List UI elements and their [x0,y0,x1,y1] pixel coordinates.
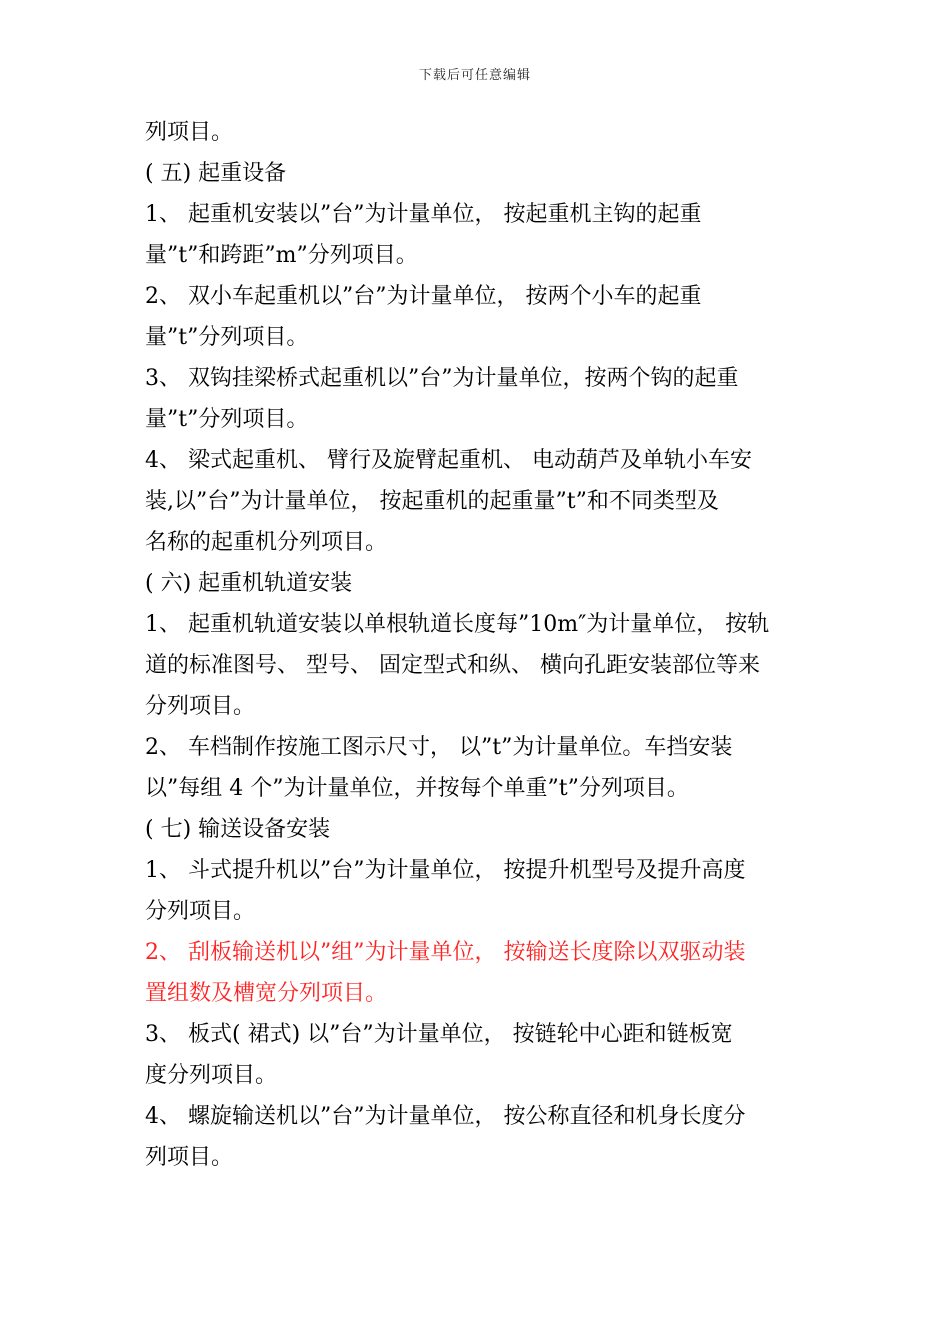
text-line: 1、 起重机轨道安装以单根轨道长度每”10m″为计量单位， 按轨 [145,612,770,637]
text-line: ( 六) 起重机轨道安装 [145,571,353,596]
text-line: 量”t”分列项目。 [145,325,309,350]
text-line: 1、 起重机安装以”台”为计量单位， 按起重机主钩的起重 [145,202,702,227]
text-line: 2、 刮板输送机以”组”为计量单位， 按输送长度除以双驱动装 [145,940,746,965]
text-line: 列项目。 [145,120,234,145]
text-line: 分列项目。 [145,899,256,924]
page-header-note: 下载后可任意编辑 [418,68,531,83]
text-line: ( 五) 起重设备 [145,161,287,186]
text-line: 2、 车档制作按施工图示尺寸， 以”t”为计量单位。车挡安装 [145,735,733,760]
text-line: ( 七) 输送设备安装 [145,817,331,842]
document-body [145,112,810,1178]
text-line: 列项目。 [145,1145,234,1170]
text-line: 4、 梁式起重机、 臂行及旋臂起重机、 电动葫芦及单轨小车安 [145,448,752,473]
text-line: 置组数及槽宽分列项目。 [145,981,388,1006]
text-line: 2、 双小车起重机以”台”为计量单位， 按两个小车的起重 [145,284,702,309]
text-line: 4、 螺旋输送机以”台”为计量单位， 按公称直径和机身长度分 [145,1104,746,1129]
text-line: 量”t”和跨距”m”分列项目。 [145,243,418,268]
text-line: 道的标准图号、 型号、 固定型式和纵、 横向孔距安装部位等来 [145,653,760,678]
text-line: 量”t”分列项目。 [145,407,309,432]
text-line: 3、 双钩挂梁桥式起重机以”台”为计量单位，按两个钩的起重 [145,366,739,391]
text-line: 分列项目。 [145,694,256,719]
text-line: 3、 板式( 裙式) 以”台”为计量单位， 按链轮中心距和链板宽 [145,1022,733,1047]
text-line: 1、 斗式提升机以”台”为计量单位， 按提升机型号及提升高度 [145,858,746,883]
text-line: 度分列项目。 [145,1063,278,1088]
text-line: 名称的起重机分列项目。 [145,530,388,555]
text-line: 装,以”台”为计量单位， 按起重机的起重量”t”和不同类型及 [145,489,719,514]
text-line: 以”每组 4 个”为计量单位，并按每个单重”t”分列项目。 [145,776,689,801]
